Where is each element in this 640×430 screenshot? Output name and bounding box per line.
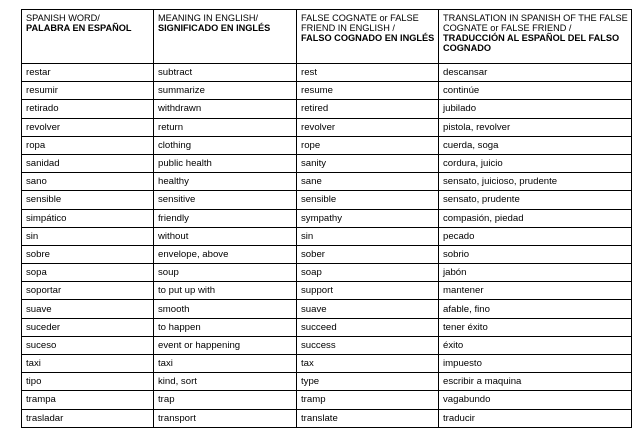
false-cognate-cell: sane: [297, 173, 439, 191]
false-cognate-cell: revolver: [297, 118, 439, 136]
spanish-word-cell: sensible: [22, 191, 154, 209]
false-cognate-cell: sanity: [297, 154, 439, 172]
header-translation: [439, 10, 632, 64]
table-row: [22, 173, 632, 191]
spanish-translation-cell: impuesto: [439, 355, 632, 373]
table-row: [22, 391, 632, 409]
false-cognate-cell: soap: [297, 264, 439, 282]
english-meaning-cell: smooth: [154, 300, 297, 318]
spanish-translation-cell: cuerda, soga: [439, 136, 632, 154]
spanish-word-cell: simpático: [22, 209, 154, 227]
english-meaning-cell: taxi: [154, 355, 297, 373]
header-spanish-word-es: PALABRA EN ESPAÑOL: [26, 23, 132, 33]
spanish-word-cell: sopa: [22, 264, 154, 282]
header-meaning-english-en: MEANING IN ENGLISH/: [158, 13, 259, 23]
table-row: [22, 318, 632, 336]
false-cognate-cell: rest: [297, 64, 439, 82]
spanish-word-cell: trasladar: [22, 409, 154, 427]
spanish-translation-cell: tener éxito: [439, 318, 632, 336]
english-meaning-cell: without: [154, 227, 297, 245]
header-false-cognate: [297, 10, 439, 64]
english-meaning-cell: transport: [154, 409, 297, 427]
english-meaning-cell: to happen: [154, 318, 297, 336]
spanish-translation-cell: jabón: [439, 264, 632, 282]
english-meaning-cell: envelope, above: [154, 245, 297, 263]
spanish-translation-cell: sobrio: [439, 245, 632, 263]
spanish-word-cell: revolver: [22, 118, 154, 136]
spanish-word-cell: sano: [22, 173, 154, 191]
spanish-word-cell: tipo: [22, 373, 154, 391]
table-row: [22, 154, 632, 172]
false-cognate-cell: support: [297, 282, 439, 300]
spanish-translation-cell: mantener: [439, 282, 632, 300]
table-row: [22, 118, 632, 136]
header-false-cognate-en: FALSE COGNATE or FALSE FRIEND IN ENGLISH /: [301, 13, 419, 33]
spanish-translation-cell: sensato, prudente: [439, 191, 632, 209]
false-cognate-cell: sensible: [297, 191, 439, 209]
spanish-translation-cell: cordura, juicio: [439, 154, 632, 172]
spanish-translation-cell: pistola, revolver: [439, 118, 632, 136]
false-cognate-cell: type: [297, 373, 439, 391]
english-meaning-cell: return: [154, 118, 297, 136]
table-row: [22, 64, 632, 82]
table-row: [22, 355, 632, 373]
spanish-word-cell: taxi: [22, 355, 154, 373]
spanish-word-cell: suceder: [22, 318, 154, 336]
false-cognate-cell: succeed: [297, 318, 439, 336]
english-meaning-cell: summarize: [154, 82, 297, 100]
false-cognates-table: [21, 9, 632, 428]
english-meaning-cell: friendly: [154, 209, 297, 227]
false-cognate-cell: sympathy: [297, 209, 439, 227]
table-row: [22, 227, 632, 245]
spanish-word-cell: sanidad: [22, 154, 154, 172]
spanish-translation-cell: vagabundo: [439, 391, 632, 409]
table-row: [22, 191, 632, 209]
false-cognate-cell: rope: [297, 136, 439, 154]
spanish-translation-cell: traducir: [439, 409, 632, 427]
header-meaning-english-es: SIGNIFICADO EN INGLÉS: [158, 23, 271, 33]
spanish-word-cell: sin: [22, 227, 154, 245]
table-row: [22, 336, 632, 354]
english-meaning-cell: event or happening: [154, 336, 297, 354]
spanish-translation-cell: afable, fino: [439, 300, 632, 318]
english-meaning-cell: sensitive: [154, 191, 297, 209]
false-cognate-cell: resume: [297, 82, 439, 100]
spanish-translation-cell: jubilado: [439, 100, 632, 118]
false-cognate-cell: suave: [297, 300, 439, 318]
header-row: [22, 10, 632, 64]
spanish-word-cell: resumir: [22, 82, 154, 100]
table-row: [22, 300, 632, 318]
spanish-translation-cell: éxito: [439, 336, 632, 354]
spanish-translation-cell: sensato, juicioso, prudente: [439, 173, 632, 191]
header-false-cognate-es: FALSO COGNADO EN INGLÉS: [301, 33, 435, 43]
table-row: [22, 209, 632, 227]
header-meaning-english: [154, 10, 297, 64]
spanish-word-cell: retirado: [22, 100, 154, 118]
false-cognate-cell: sin: [297, 227, 439, 245]
false-cognate-cell: translate: [297, 409, 439, 427]
spanish-word-cell: sobre: [22, 245, 154, 263]
spanish-word-cell: trampa: [22, 391, 154, 409]
english-meaning-cell: kind, sort: [154, 373, 297, 391]
table-row: [22, 100, 632, 118]
table-row: [22, 409, 632, 427]
spanish-word-cell: ropa: [22, 136, 154, 154]
false-cognate-cell: tax: [297, 355, 439, 373]
false-cognate-cell: success: [297, 336, 439, 354]
table-row: [22, 373, 632, 391]
false-cognate-cell: tramp: [297, 391, 439, 409]
english-meaning-cell: withdrawn: [154, 100, 297, 118]
spanish-word-cell: suceso: [22, 336, 154, 354]
spanish-translation-cell: escribir a maquina: [439, 373, 632, 391]
table-row: [22, 264, 632, 282]
english-meaning-cell: healthy: [154, 173, 297, 191]
table-row: [22, 245, 632, 263]
spanish-translation-cell: compasión, piedad: [439, 209, 632, 227]
spanish-word-cell: restar: [22, 64, 154, 82]
false-cognate-cell: sober: [297, 245, 439, 263]
table-row: [22, 82, 632, 100]
table-row: [22, 136, 632, 154]
spanish-word-cell: suave: [22, 300, 154, 318]
header-translation-es: TRADUCCIÓN AL ESPAÑOL DEL FALSO COGNADO: [443, 33, 620, 53]
header-spanish-word-en: SPANISH WORD/: [26, 13, 100, 23]
table-row: [22, 282, 632, 300]
spanish-translation-cell: pecado: [439, 227, 632, 245]
spanish-translation-cell: continúe: [439, 82, 632, 100]
english-meaning-cell: subtract: [154, 64, 297, 82]
spanish-word-cell: soportar: [22, 282, 154, 300]
false-cognate-cell: retired: [297, 100, 439, 118]
english-meaning-cell: trap: [154, 391, 297, 409]
english-meaning-cell: public health: [154, 154, 297, 172]
header-spanish-word: [22, 10, 154, 64]
english-meaning-cell: to put up with: [154, 282, 297, 300]
header-translation-en: TRANSLATION IN SPANISH OF THE FALSE COGNATE or FALSE FRIEND /: [443, 13, 628, 33]
english-meaning-cell: clothing: [154, 136, 297, 154]
table-body: [22, 64, 632, 428]
english-meaning-cell: soup: [154, 264, 297, 282]
spanish-translation-cell: descansar: [439, 64, 632, 82]
